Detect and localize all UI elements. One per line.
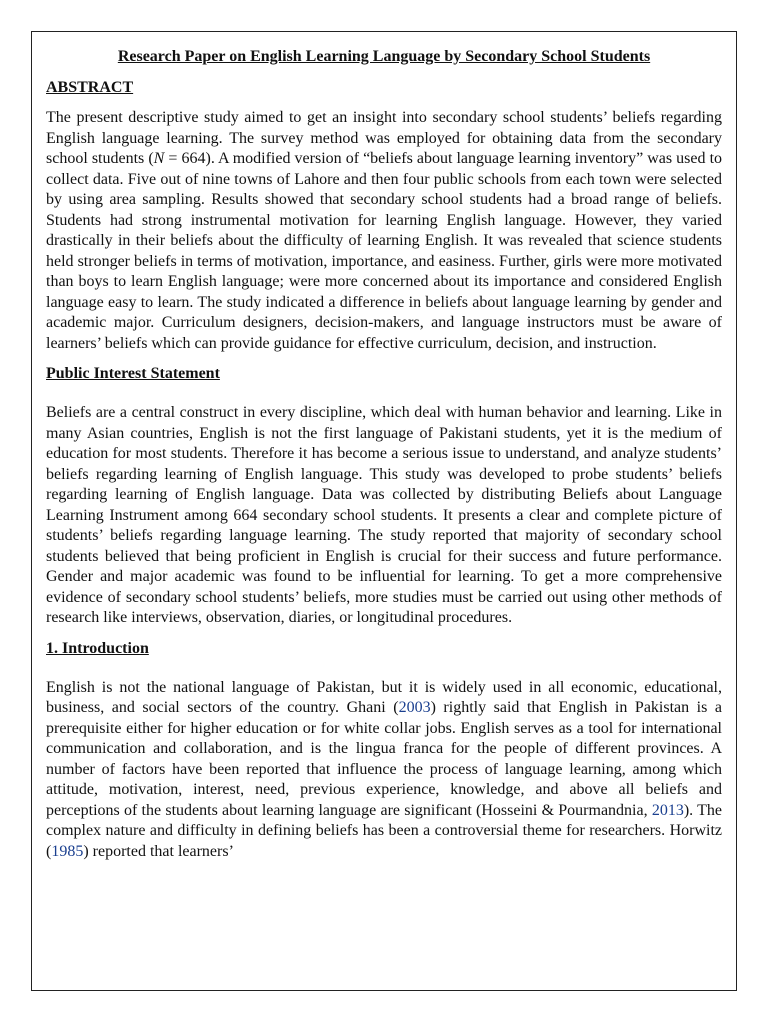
abstract-heading: ABSTRACT bbox=[46, 79, 134, 96]
intro-text-part-2: ) rightly said that English in Pakistan is a prerequisite either for higher education or for white collar jobs. English serves as a tool for international communication and collaboration, and is the lingua franca for the people of different provinces. A number of factors have been reported that influence the process of language learning, among which attitude, motivation, interest, need, previous experience, knowledge, and above all beliefs and perceptions of the students about learning language are significant (Hosseini & Pourmandnia, bbox=[46, 699, 722, 819]
paper-content bbox=[46, 46, 722, 862]
abstract-n-value: = 664 bbox=[164, 150, 206, 167]
abstract-text-part-1: The present descriptive study aimed to get an insight into secondary school students’ beliefs regarding English language learning. The survey method was employed for obtaining data from the secondary school students ( bbox=[46, 109, 722, 167]
introduction-text bbox=[46, 678, 722, 863]
citation-link-2003[interactable]: 2003 bbox=[398, 699, 431, 716]
intro-text-part-4: ) reported that learners’ bbox=[83, 842, 234, 860]
abstract-n-symbol: N bbox=[153, 150, 165, 167]
intro-text-part-1: English is not the national language of Pakistan, but it is widely used in all economic, educational, business, and social sectors of the country. Ghani ( bbox=[46, 678, 722, 716]
citation-link-1985[interactable]: 1985 bbox=[51, 842, 84, 860]
intro-text-part-3: ). The complex nature and difficulty in defining beliefs has been a controversial theme for researchers. Horwitz ( bbox=[46, 801, 722, 860]
abstract-text-part-2: ). A modified version of “beliefs about language learning inventory” was used to collect data. Five out of nine towns of Lahore and then four public schools from each town were selected by using area sampling. Results showed that secondary school students had a broad range of beliefs. Students had strong instrumental motivation for learning English language. However, they varied drastically in their beliefs about the difficulty of learning English. It was revealed that science students held stronger beliefs in terms of motivation, importance, and easiness. Further, girls were more motivated than boys to learn English language; were more concerned about its importance and considered English language easy to learn. The study indicated a difference in beliefs about language learning by gender and academic major. Curriculum designers, decision-makers, and language instructors must be aware of learners’ beliefs which can provide guidance for effective curriculum, decision, and instruction. bbox=[46, 150, 723, 352]
abstract-text bbox=[46, 108, 722, 354]
public-interest-heading: Public Interest Statement bbox=[46, 365, 220, 382]
introduction-heading: 1. Introduction bbox=[46, 639, 149, 657]
paper-title: Research Paper on English Learning Language by Secondary School Students bbox=[117, 48, 651, 65]
public-interest-text: Beliefs are a central construct in every discipline, which deal with human behavior and learning. Like in many Asian countries, English is not the first language of Pakistani students, yet it is the medium of education for most students. Therefore it has become a serious issue to understand, and analyze students’ beliefs regarding learning of English language. This study was developed to probe students’ beliefs regarding learning of English language. Data was collected by distributing Beliefs about Language Learning Instrument among 664 secondary school students. It presents a clear and complete picture of students’ beliefs regarding language learning. The study reported that majority of secondary school students believed that being proficient in English is crucial for their success and future performance. Gender and major academic was found to be influential for learning. To get a more comprehensive evidence of secondary school students’ beliefs, more studies must be carried out using other methods of research like interviews, observation, diaries, or longitudinal procedures. bbox=[46, 404, 722, 626]
citation-link-2013[interactable]: 2013 bbox=[651, 801, 684, 819]
